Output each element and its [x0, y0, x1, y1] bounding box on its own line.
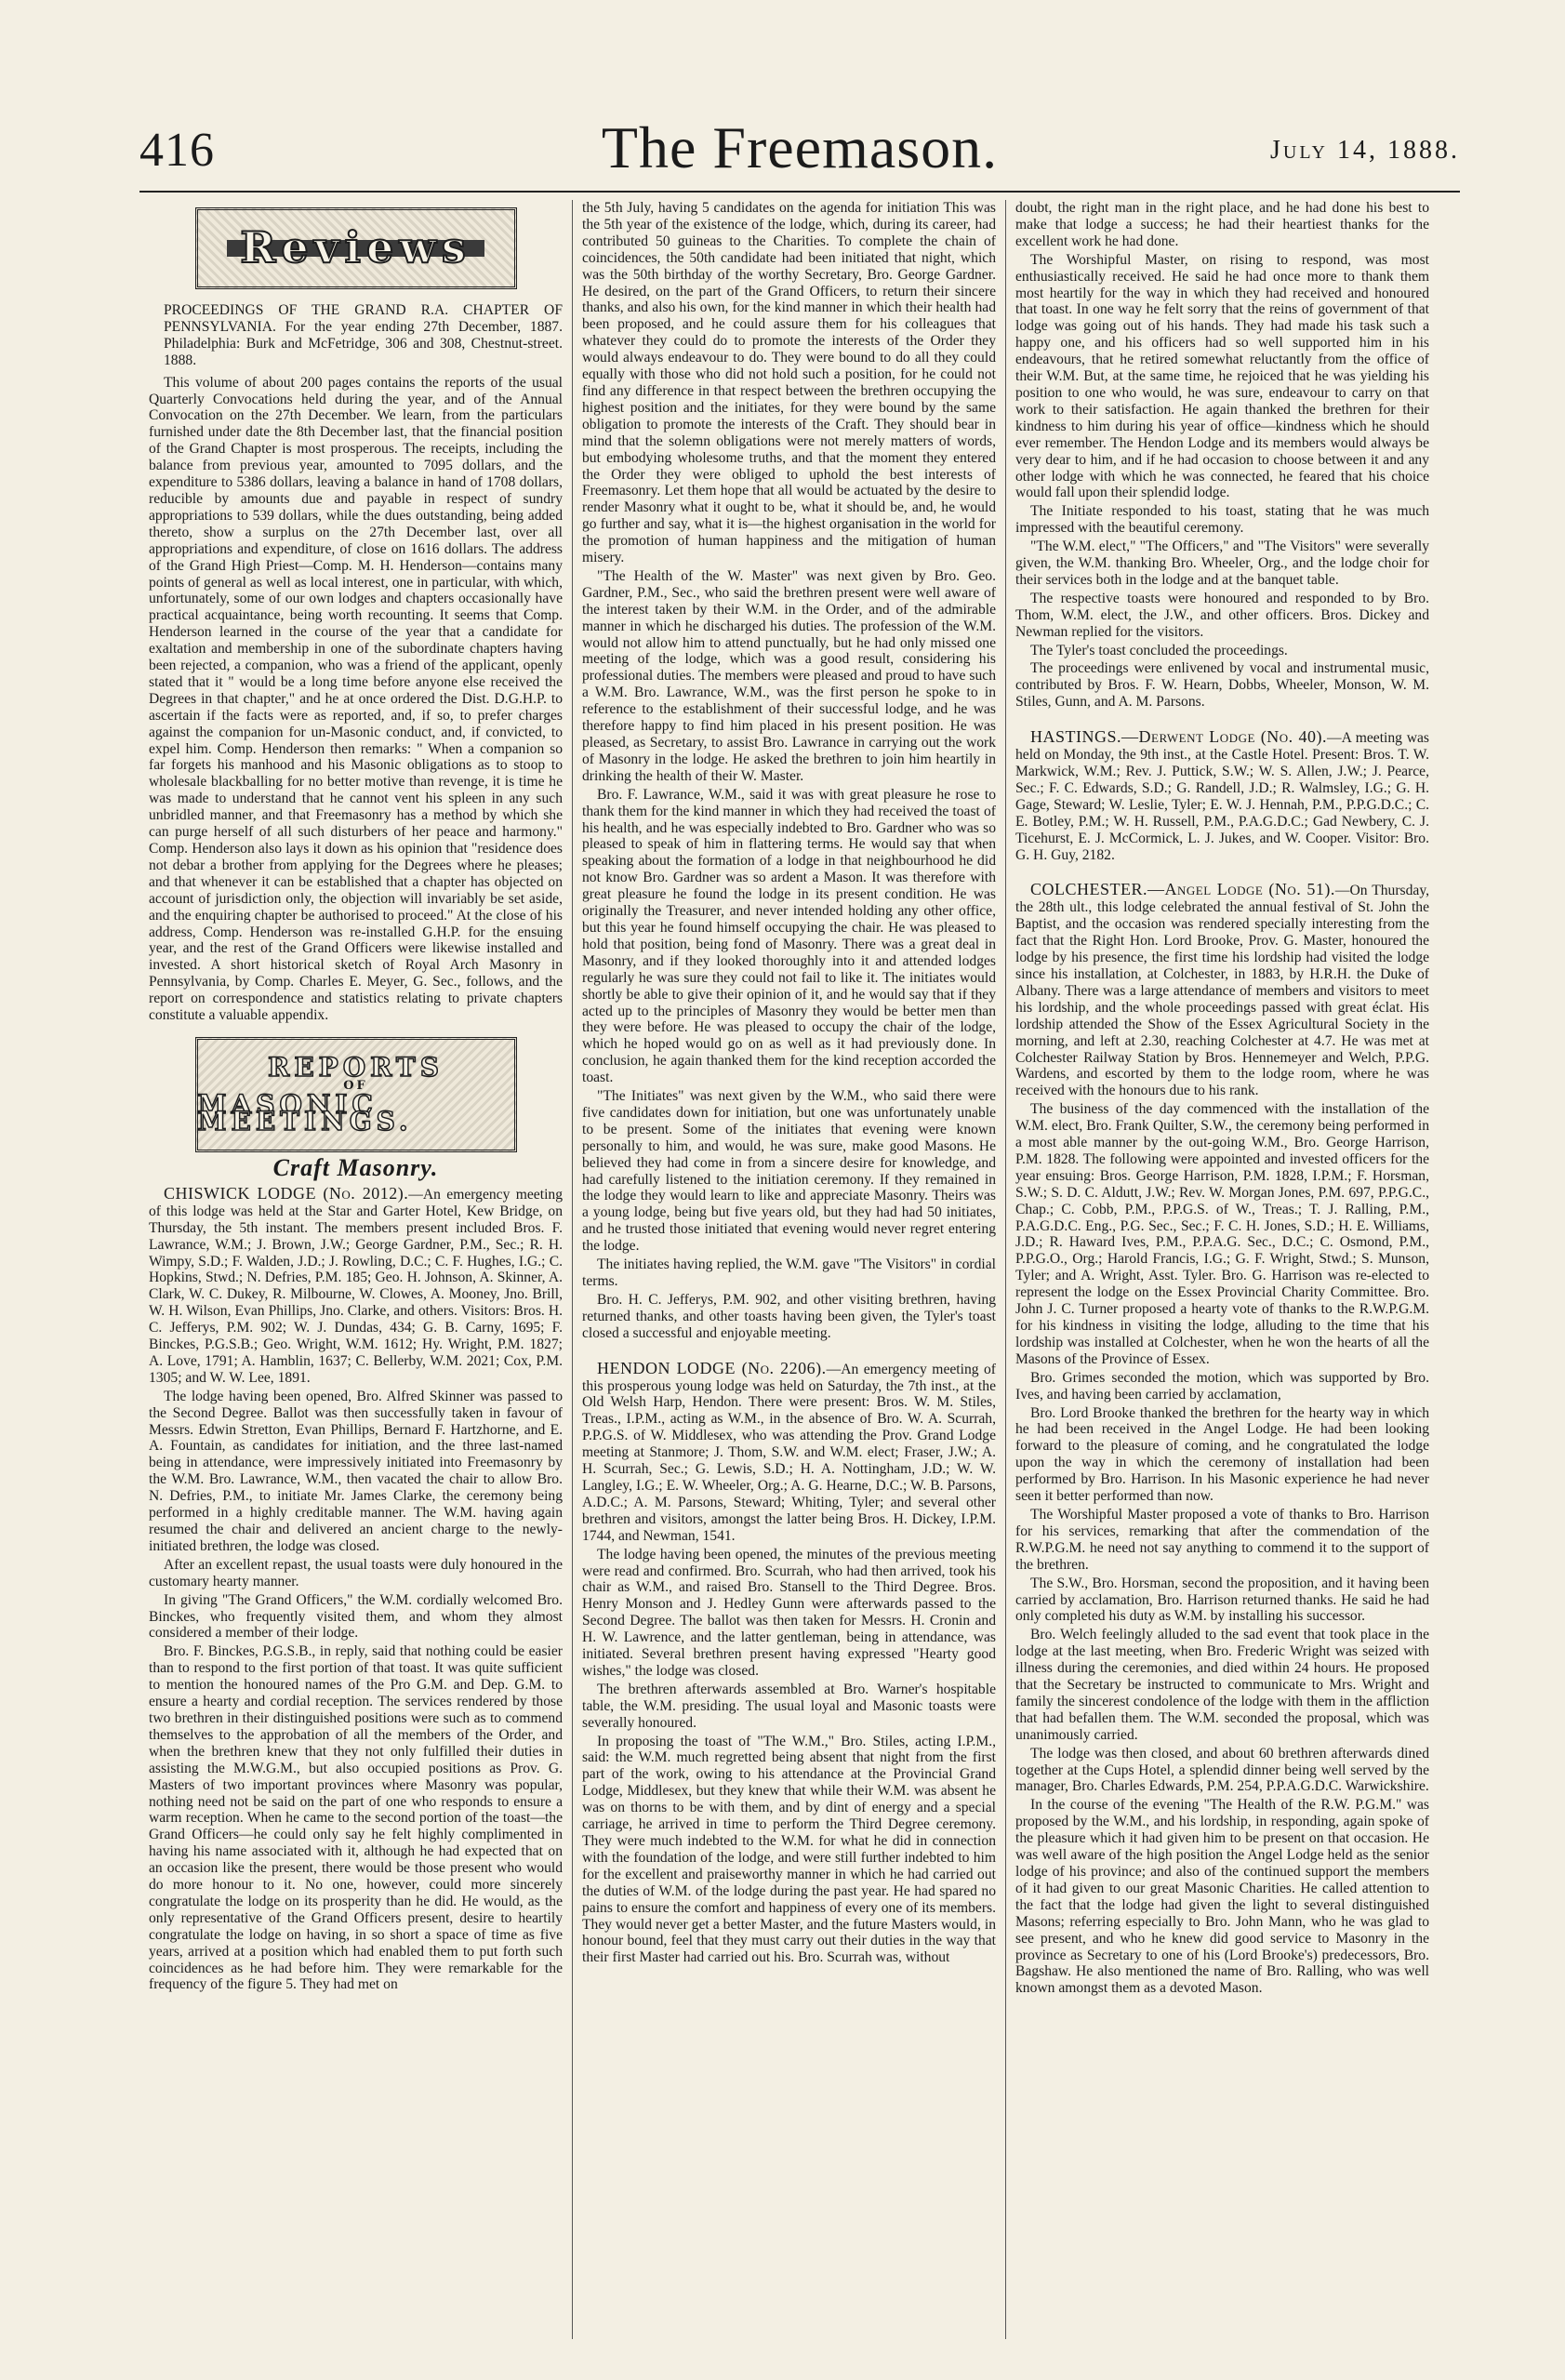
- paragraph: The business of the day commenced with the installation of the W.M. elect, Bro. Frank Quilter, S.W., the ceremony being performed in a most able manner by the out-going W.M., Bro. George Harrison, P.M. 1828. The following were appointed and invested officers for the year ensuing: Bros. George Harrison, P.M. 1828, I.P.M.; F. Horsman, S.W.; S. D. C. Aldutt, J.W.; Rev. W. Morgan Jones, P.M. 697, P.P.G.C., Chap.; C. Cobb, P.M., P.P.G.S. of W., Treas.; T. J. Ralling, P.M., P.A.G.D.C. Eng., P.G. Sec., Sec.; F. C. H. Jones, S.D.; H. E. Williams, J.D.; R. Haward Ives, P.M., P.P.A.G. Sec., D.C.; C. Osmond, P.M., P.P.G.O., Org.; Harold Francis, I.G.; G. F. Wright, Stwd.; S. Munson, Tyler; and A. Wright, Asst. Tyler. Bro. G. Harrison was re-elected to represent the lodge on the Essex Provincial Charity Committee. Bro. John J. C. Turner proposed a hearty vote of thanks to the R.W.P.G.M. for his kindness in visiting the lodge, alluding to the time that his lordship was installed at Colchester, when he won the hearts of all the Masons of the Province of Essex.: [1015, 1101, 1429, 1367]
- chiswick-heading: CHISWICK LODGE (No. 2012).: [164, 1183, 409, 1203]
- paragraph: Bro. Welch feelingly alluded to the sad event that took place in the lodge at the last meeting, when Bro. Frederic Wright was seized with illness during the ceremonies, and died within 24 hours. He proposed that the Secretary be instructed to communicate to Mrs. Wright and family the sincerest condolence of the lodge with them in the affliction that had befallen them. The W.M. seconded the proposal, which was unanimously carried.: [1015, 1627, 1429, 1743]
- book-heading: PROCEEDINGS OF THE GRAND R.A. CHAPTER OF PENNSYLVANIA. For the year ending 27th December, 1887. Philadelphia: Burk and McFetridge, 306 and 308, Chestnut-street. 1888.: [164, 302, 563, 368]
- paragraph: "The Initiates" was next given by the W.M., who said there were five candidates down for initiation, but one was unfortunately unable to be present. Some of the initiates that evening were known personally to him, and would, he was sure, make good Masons. He believed they had come in from a sincere desire for knowledge, and had carefully listened to the initiation ceremony. If they remained in the lodge they would learn to like and appreciate Masonry. Theirs was a young lodge, being but five years old, but they had had 50 initiates, and he trusted those initiated that evening would never regret entering the lodge.: [582, 1088, 996, 1255]
- issue-date: July 14, 1888.: [1270, 136, 1460, 165]
- paragraph: The Worshipful Master proposed a vote of thanks to Bro. Harrison for his services, remarking that after the commendation of the R.W.P.G.M. he need not say anything to commend it to the support of the brethren.: [1015, 1506, 1429, 1573]
- chiswick-intro: [149, 1183, 563, 1387]
- paragraph: Bro. F. Lawrance, W.M., said it was with great pleasure he rose to thank them for the kind manner in which they had received the toast of his health, and he was especially indebted to Bro. Gardner who was so pleased to speak of him in flattering terms. He would say that when speaking about the formation of a lodge in that neighbourhood he did not know Bro. Gardner was so ardent a Mason. It was therefore with great pleasure he found the lodge in its present condition. He was originally the Treasurer, and never intended holding any other office, but this year he found himself occupying the chair. He was pleased to hold that position, being fond of Masonry. There was a great deal in Masonry, and if they looked thoroughly into it and attended lodges regularly he was sure they could not fail to like it. The initiates would shortly be able to give their opinion of it, and he would say that if they acted up to the principles of Masonry they would be better men than they were before. He was pleased to occupy the chair of the lodge, which he hoped would go on as well as it had previously done. In conclusion, he again thanked them for the kind reception accorded the toast.: [582, 786, 996, 1086]
- hastings-section: [1015, 729, 1429, 863]
- paragraph: The lodge having been opened, the minutes of the previous meeting were read and confirmed. Bro. Scurrah, who had then arrived, took his chair as W.M., and raised Bro. Stansell to the Third Degree. Bros. Henry Monson and J. Hedley Gunn were afterwards passed to the Second Degree. The ballot was then taken for Messrs. H. Cronin and H. W. Lawrence, and the latter gentleman, being in attendance, was initiated. Several brethren present having expressed "Hearty good wishes," the lodge was closed.: [582, 1546, 996, 1679]
- column-1: [149, 200, 563, 2339]
- reports-banner-line-2: MASONIC MEETINGS.: [197, 1088, 413, 1137]
- colchester-heading: COLCHESTER.—Angel Lodge (No. 51).: [1030, 880, 1335, 899]
- paragraph: The Worshipful Master, on rising to respond, was most enthusiastically received. He said he had once more to thank them most heartily for the way in which they had received and honoured that toast. In one way he felt sorry that the reins of government of that lodge was going out of his hands. They had made his task such a happy one, and his officers had so well supported him in his endeavours, that he retired somewhat reluctantly from the office of their W.M. But, at the same time, he rejoiced that he was yielding his position to one who would, he was sure, endeavour to carry on that work to their satisfaction. He again thanked the brethren for their kindness to him during his year of office—kindness which he should ever remember. The Hendon Lodge and its members would always be very dear to him, and if he had occasion to choose between it and any other lodge with which he was connected, he feared that his choice would fall upon their splendid lodge.: [1015, 251, 1429, 501]
- paragraph: In proposing the toast of "The W.M.," Bro. Stiles, acting I.P.M., said: the W.M. much regretted being absent that night from the first part of the work, owing to his attendance at the Provincial Grand Lodge, Middlesex, but they knew that while their W.M. was absent he was on thorns to be with them, and by dint of energy and a special carriage, he arrived in time to perform the Third Degree ceremony. They were much indebted to the W.M. for what he did in connection with the foundation of the lodge, and were still further indebted to him for the excellent and praiseworthy manner in which he had carried out the duties of W.M. of the lodge during the past year. He had spared no pains to ensure the comfort and happiness of every one of its members. They would never get a better Master, and the future Masters would, in honour bound, feel that they must carry out their duties in the way that their first Master had carried out his. Bro. Scurrah was, without: [582, 1733, 996, 1966]
- paragraph: Bro. Lord Brooke thanked the brethren for the hearty way in which he had been received in the Angel Lodge. He had been looking forward to the pleasure of coming, and he congratulated the lodge upon the way in which the ceremony of installation had been performed by Bro. Harrison. In his Masonic experience he had never seen it better performed than now.: [1015, 1404, 1429, 1505]
- paragraph: doubt, the right man in the right place, and he had done his best to make that lodge a success; he had their heartiest thanks for the excellent work he had done.: [1015, 200, 1429, 249]
- page-number: 416: [139, 124, 215, 177]
- hastings-intro: [1015, 729, 1429, 863]
- paragraph: Bro. Grimes seconded the motion, which was supported by Bro. Ives, and having been carried by acclamation,: [1015, 1369, 1429, 1403]
- paragraph: The lodge having been opened, Bro. Alfred Skinner was passed to the Second Degree. Ballot was then successfully taken in favour of Messrs. Edwin Stretton, Evan Phillips, Bernard F. Hartzhorne, and E. A. Fountain, as candidates for initiation, and the three last-named being in attendance, were impressively initiated into Freemasonry by the W.M. Bro. Lawrance, W.M., then vacated the chair to allow Bro. N. Defries, P.M., to initiate Mr. James Clarke, the ceremony being performed in a highly creditable manner. The W.M. having again resumed the chair and delivered an ancient charge to the newly-initiated brethren, the lodge was closed.: [149, 1388, 563, 1554]
- reviews-banner-text: Reviews: [227, 240, 484, 257]
- paragraph: The respective toasts were honoured and responded to by Bro. Thom, W.M. elect, the J.W., and other officers. Bros. Dickey and Newman replied for the visitors.: [1015, 590, 1429, 640]
- colchester-text: —On Thursday, the 28th ult., this lodge celebrated the annual festival of St. John the Baptist, and the occasion was rendered specially interesting from the fact that the Right Hon. Lord Brooke, Prov. G. Master, honoured the lodge by his presence, the first time his lordship had visited the lodge since his installation, at Colchester, in 1883, by H.R.H. the Duke of Albany. There was a large attendance of members and visitors to meet his lordship, and the whole proceedings passed with great éclat. His lordship attended the Show of the Essex Agricultural Society in the morning, and left at 2.30, reaching Colchester at 4.7. He was met at Colchester Railway Station by Bros. Hennemeyer and Welch, P.P.G. Wardens, and escorted by them to the lodge room, where he was received with the honours due to his rank.: [1015, 883, 1429, 1099]
- hendon-intro: [582, 1358, 996, 1545]
- craft-masonry-heading: Craft Masonry.: [272, 1153, 439, 1181]
- publication-title: The Freemason.: [601, 114, 999, 180]
- paragraph: The initiates having replied, the W.M. gave "The Visitors" in cordial terms.: [582, 1256, 996, 1289]
- colchester-section: [1015, 882, 1429, 1997]
- paragraph: The lodge was then closed, and about 60 brethren afterwards dined together at the Cups Hotel, a splendid dinner being well served by the manager, Bro. Charles Edwards, P.M. 254, P.P.A.G.D.C. Warwickshire.: [1015, 1745, 1429, 1795]
- paragraph: The Tyler's toast concluded the proceedings.: [1030, 642, 1288, 658]
- column-divider: [572, 200, 573, 2339]
- paragraph: Bro. F. Binckes, P.G.S.B., in reply, said that nothing could be easier than to respond to the first portion of that toast. It was quite sufficient to mention the honoured names of the Pro G.M. and Dep. G.M. to ensure a hearty and cordial reception. The services rendered by those two brethren in their distinguished positions were such as to commend themselves to the approbation of all the members of the Order, and when the brethren knew that they not only fulfilled their duties in assisting the M.W.G.M., but also occupied positions as Prov. G. Masters of two important provinces where Masonry was popular, nothing need not be said on the part of one who responds to ensure a warm reception. When he came to the second portion of the toast—the Grand Officers—he could only say he felt highly complimented in having his name associated with it, although he had expected that on an occasion like the present, there would be those present who would do more honour to it. No one, however, could more sincerely congratulate the lodge on its prosperity than he did. He would, as the only representative of the Grand Officers present, desire to heartily congratulate the lodge on having, in so short a space of time as five years, arrived at a position which had enabled them to put forth such coincidences as he had before him. They were remarkable for the frequency of the figure 5. They had met on: [149, 1643, 563, 1993]
- paragraph: The proceedings were enlivened by vocal and instrumental music, contributed by Bros. F. W. Hearn, Dobbs, Wheeler, Monson, W. M. Stiles, Gunn, and A. M. Parsons.: [1015, 660, 1429, 711]
- header-rule: [139, 191, 1460, 193]
- reviews-banner: [195, 207, 517, 289]
- paragraph: the 5th July, having 5 candidates on the agenda for initiation This was the 5th year of the existence of the lodge, which, during its career, had contributed 50 guineas to the Charities. To complete the chain of coincidences, the 50th candidate had been initiated that night, which was the 50th birthday of the worthy Secretary, Bro. George Gardner. He desired, on the part of the Grand Officers, to return their sincere thanks, and also his own, for the kind manner in which their health had been proposed, and he could assure them for his colleagues that whatever they could do to promote the interests of the Order they would always endeavour to do. They were bound to do all they could equally with those who did not hold such a position, for he could not find any difference in that respect between the brethren occupying the highest position and the initiates, for they were bound by the same obligation to promote the interests of the Craft. They should bear in mind that the solemn obligations were not merely matters of words, but embodying wholesome truths, and that the moment they entered the Order they were obliged to uphold the best interests of Freemasonry. Let them hope that all would be actuated by the desire to render Masonry what it ought to be, what it should be, and, he would go further and say, what it is—the highest organisation in the world for the promotion of human happiness and the mitigation of human misery.: [582, 200, 996, 566]
- masthead: [139, 110, 1460, 184]
- paragraph: "The W.M. elect," "The Officers," and "The Visitors" were severally given, the W.M. thanking Bro. Wheeler, Org., and the lodge choir for their services both in the lodge and at the banquet table.: [1015, 538, 1429, 588]
- paragraph: Bro. H. C. Jefferys, P.M. 902, and other visiting brethren, having returned thanks, and other toasts having been given, the Tyler's toast closed a successful and enjoyable meeting.: [582, 1291, 996, 1341]
- paragraph: "The Health of the W. Master" was next given by Bro. Geo. Gardner, P.M., Sec., who said the brethren present were well aware of the interest taken by their W.M. in the Order, and of the admirable manner in which he discharged his duties. The profession of the W.M. would not allow him to attend punctually, but he had only missed one meeting of the lodge, which was a good result, considering his professional duties. The members were pleased and proud to have such a W.M. Bro. Lawrance, W.M., was the first person he spoke to in reference to the establishment of their successful lodge, and he was therefore happy to find him placed in his present position. He was pleased, as Secretary, to assist Bro. Lawrance in carrying out the work of Masonry in the lodge. He asked the brethren to join him heartily in drinking the health of their W. Master.: [582, 567, 996, 784]
- paragraph: After an excellent repast, the usual toasts were duly honoured in the customary hearty manner.: [149, 1556, 563, 1589]
- paragraph: The brethren afterwards assembled at Bro. Warner's hospitable table, the W.M. presiding. The usual loyal and Masonic toasts were severally honoured.: [582, 1681, 996, 1731]
- reports-banner-line-1: REPORTS: [268, 1052, 444, 1084]
- column-3: [1015, 200, 1429, 2339]
- colchester-intro: [1015, 882, 1429, 1099]
- paragraph: The S.W., Bro. Horsman, second the proposition, and it having been carried by acclamation, Bro. Harrison returned thanks. He said he had only completed his duty as W.M. by installing his successor.: [1015, 1575, 1429, 1625]
- reports-banner: [195, 1037, 517, 1152]
- review-body: This volume of about 200 pages contains the reports of the usual Quarterly Convocations held during the year, and of the Annual Convocation on the 27th December. We learn, from the particulars furnished under date the 8th December last, that the financial position of the Grand Chapter is most prosperous. The receipts, including the balance from previous year, amounted to 7095 dollars, and the expenditure to 5386 dollars, leaving a balance in hand of 1708 dollars, reducible by amounts due and payable in respect of sundry appropriations to 539 dollars, while the dues outstanding, being added thereto, show a surplus on the 27th December last, over all appropriations and expenditure, of close on 1616 dollars. The address of the Grand High Priest—Comp. M. H. Henderson—contains many points of general as well as local interest, one in particular, with which, unfortunately, some of our own lodges and chapters occasionally have practical acquaintance, being worth recounting. It seems that Comp. Henderson learned in the course of the year that a candidate for exaltation and membership in one of the subordinate chapters having been rejected, a companion, who was a friend of the applicant, openly stated that it " would be a long time before anyone else received the Degrees in that chapter," and he at once ordered the Dist. D.G.H.P. to ascertain if the facts were as reported, and, if so, to prefer charges against the companion for un-Masonic conduct, and, if convicted, to expel him. Comp. Henderson then remarks: " When a companion so far forgets his manhood and his Masonic obligations as to stoop to wholesale blackballing for no better motive than revenge, it is time he was made to understand that he cannot vent his spleen in any such unbridled manner, and that Freemasonry has a method by which she can purge herself of all such disturbers of her peace and harmony." Comp. Henderson also lays it down as his opinion that "residence does not debar a brother from applying for the Degrees where he pleases; and that whenever it can be established that a chapter has objected on account of jurisdiction only, the objection will invariably be set aside, and the enquiring chapter be authorised to proceed." At the close of his address, Comp. Henderson was re-installed G.H.P. for the ensuing year, and the rest of the Grand Officers were likewise installed and invested. A short historical sketch of Royal Arch Masonry in Pennsylvania, by Comp. Charles E. Meyer, G. Sec., follows, and the report on correspondence and statistics relating to private chapters constitute a valuable appendix.: [149, 374, 563, 1024]
- hendon-heading: HENDON LODGE (No. 2206).: [597, 1358, 827, 1377]
- paragraph: In the course of the evening "The Health of the R.W. P.G.M." was proposed by the W.M., and his lordship, in responding, again spoke of the pleasure which it had given him to be present on that occasion. He was well aware of the high position the Angel Lodge held as the senior lodge of his province; and also of the continued support the members of it had given to our great Masonic Charities. He called attention to the fact that the lodge had given the light to several distinguished Masons; referring especially to Bro. John Mann, who he was glad to see present, and who he knew did good service to Masonry in the province as Secretary to one of his (Lord Brooke's) predecessors, Bro. Bagshaw. He also mentioned the name of Bro. Ralling, who was well known amongst them as a devoted Mason.: [1015, 1797, 1429, 1997]
- column-2: [582, 200, 996, 2339]
- hendon-text: —An emergency meeting of this prosperous young lodge was held on Saturday, the 7th inst., at the Old Welsh Harp, Hendon. There were present: Bros. W. M. Stiles, Treas., I.P.M., acting as W.M., in the absence of Bro. W. A. Scurrah, P.P.G.S. of W. Middlesex, who was attending the Prov. Grand Lodge meeting at Stanmore; J. Thom, S.W. and W.M. elect; Fraser, J.W.; A. H. Scurrah, Sec.; G. Lewis, S.D.; H. A. Nottingham, J.D.; W. W. Langley, I.G.; E. W. Wheeler, Org.; A. G. Hearne, D.C.; W. B. Parsons, A.D.C.; A. M. Parsons, Steward; Whiting, Tyler; and several other brethren and visitors, amongst the latter being Bros. H. Dickey, I.P.M. 1744, and Newman, 1541.: [582, 1361, 996, 1544]
- hastings-heading: HASTINGS.—Derwent Lodge (No. 40).: [1030, 727, 1327, 747]
- chiswick-text: —An emergency meeting of this lodge was held at the Star and Garter Hotel, Kew Bridge, on Thursday, the 5th instant. The members present included Bros. F. Lawrance, W.M.; J. Brown, J.W.; George Gardner, P.M., Sec.; R. H. Wimpy, S.D.; F. Walden, J.D.; J. Rowling, D.C.; C. F. Hughes, I.G.; C. Hopkins, Stwd.; N. Defries, P.M. 185; Geo. H. Johnson, A. Skinner, A. Clark, W. C. Dukey, R. Milbourne, W. Clowes, A. Mooney, Jno. Brill, W. H. Wilson, Evan Phillips, Jno. Clarke, and others. Visitors: Bros. H. C. Jefferys, P.M. 902; W. J. Dundas, 434; G. B. Carny, 1695; F. Binckes, P.G.S.B.; Geo. Wright, W.M. 1612; Hy. Wright, P.M. 1827; A. Love, 1791; A. Hamblin, 1637; C. Bellerby, W.M. 2021; Cox, P.M. 1305; and W. W. Lee, 1891.: [149, 1186, 563, 1386]
- hastings-text: —A meeting was held on Monday, the 9th inst., at the Castle Hotel. Present: Bros. T. W. Markwick, W.M.; Rev. J. Puttick, S.W.; W. S. Allen, J.W.; J. Pearce, Sec.; F. C. Edwards, S.D.; G. Randell, J.D.; R. Walmsley, I.G.; G. H. Gage, Steward; W. Leslie, Tyler; E. W. J. Hennah, P.M., P.P.G.D.C.; C. E. Botley, P.M.; W. H. Russell, P.M., P.A.G.D.C.; Gad Newbery, C. J. Ticehurst, E. J. McCormick, L. J. Jukes, and W. Cooper. Visitor: Bro. G. H. Guy, 2182.: [1015, 730, 1429, 863]
- paragraph: The Initiate responded to his toast, stating that he was much impressed with the beautiful ceremony.: [1015, 503, 1429, 537]
- reports-banner-of: OF: [343, 1079, 368, 1094]
- paragraph: In giving "The Grand Officers," the W.M. cordially welcomed Bro. Binckes, who frequently visited them, and whom they almost considered a member of their lodge.: [149, 1591, 563, 1642]
- column-divider: [1005, 200, 1006, 2339]
- hendon-section: [582, 1358, 996, 1967]
- article-columns: [149, 200, 1460, 2348]
